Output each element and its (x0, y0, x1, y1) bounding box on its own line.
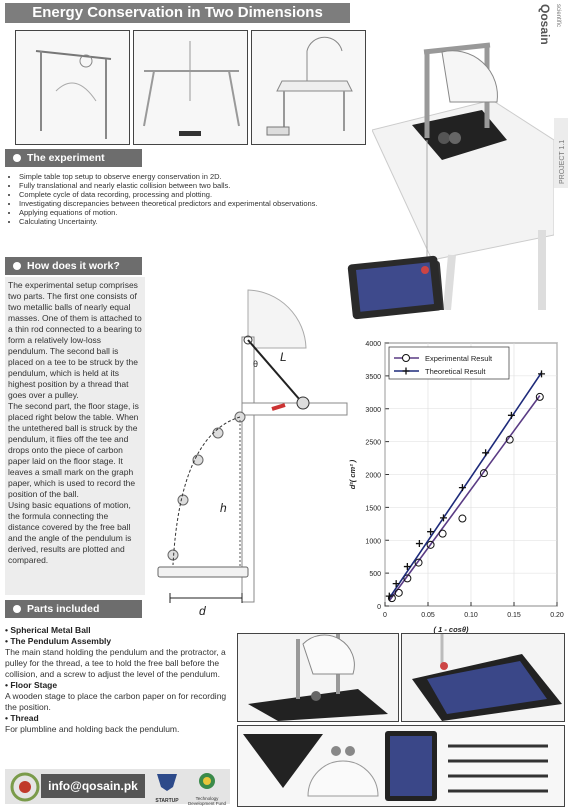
y-tick-label: 0 (377, 604, 381, 611)
x-tick-label: 0.10 (464, 612, 478, 619)
how-paragraph: Using basic equations of motion, the formula connecting the distance covered by the free ball and the angle of the pendulum is derived, results are plotted and compared. (8, 500, 132, 565)
y-tick-label: 4000 (365, 341, 381, 348)
brand-name: Qosain (538, 4, 552, 45)
experiment-bullet: • Investigating discrepancies between theoretical predictors and experimental observations. (19, 199, 360, 208)
x-axis-label: ( 1 - cosθ) (433, 625, 469, 633)
results-chart (343, 333, 565, 633)
how-paragraph: The second part, the floor stage, is placed right below the table. When the untethered ball is struck by the pendulum, it flies off the tee and drops onto the piece of carbon paper laid on the floor stage. It leaves a small mark on the graph paper, which is used to record the position of the ball. (8, 401, 139, 499)
x-tick-label: 0.20 (550, 612, 564, 619)
how-paragraph: The experimental setup comprises two parts. The first one consists of two metallic balls of nearly equal masses. One of them is attached to a thin rod connected to a bearing to form a relatively low-loss pendulum. The second ball is placed on a tee to be struck by the pendulum, which is held at its highest position by a thread that goes over a pulley. (8, 280, 142, 400)
experiment-bullet: • Calculating Uncertainty. (19, 217, 360, 226)
page-title: Energy Conservation in Two Dimensions (5, 3, 350, 23)
bullet-dot-icon (13, 154, 21, 162)
project-label: PROJECT 1.1 (559, 139, 566, 184)
tdf-logo: Technology Development Fund (185, 771, 229, 803)
y-tick-label: 2500 (365, 439, 381, 447)
qosain-logo-icon (9, 772, 41, 802)
parts-list (5, 625, 233, 735)
legend-label: Experimental Result (425, 354, 493, 363)
y-tick-label: 1000 (365, 538, 381, 546)
startup-logo: STARTUP (151, 771, 183, 803)
experiment-list (5, 172, 360, 226)
experiment-heading: The experiment (5, 149, 142, 167)
y-tick-label: 3000 (365, 406, 381, 414)
footer (5, 769, 230, 804)
y-tick-label: 2000 (365, 472, 381, 480)
project-tab (554, 118, 568, 188)
x-tick-label: 0.15 (507, 612, 521, 619)
experiment-bullet: • Fully translational and nearly elastic collision between two balls. (19, 181, 360, 190)
part-description: A wooden stage to place the carbon paper on for recording the position. (5, 691, 227, 712)
part-name: • The Pendulum Assembly (5, 636, 112, 646)
part-description: For plumbline and holding back the pendulum. (5, 724, 180, 734)
bullet-dot-icon (13, 605, 21, 613)
bullet-dot-icon (13, 262, 21, 270)
length-label: L (280, 350, 287, 364)
part-name: • Thread (5, 713, 39, 723)
distance-label: d (199, 604, 206, 618)
x-tick-label: 0.05 (421, 612, 435, 619)
part-name: • Spherical Metal Ball (5, 625, 91, 635)
part-description: The main stand holding the pendulum and the protractor, a pulley for the thread, a tee to hold the free ball before the collision, and a screw to adjust the level of the pendulum. (5, 647, 226, 679)
experiment-bullet: • Simple table top setup to observe energy conservation in 2D. (19, 172, 360, 181)
thumbnail-table (251, 30, 366, 145)
thumbnail-pendulum (15, 30, 130, 145)
y-axis-label: d²( cm² ) (348, 459, 357, 490)
y-tick-label: 500 (369, 571, 381, 579)
parts-heading: Parts included (5, 600, 142, 618)
photo-parts-kit (237, 725, 565, 807)
theta-label: θ (253, 359, 259, 369)
how-text (5, 277, 145, 595)
legend-marker-circle (403, 355, 410, 362)
how-heading: How does it work? (5, 257, 142, 275)
experiment-bullet: • Applying equations of motion. (19, 208, 360, 217)
x-tick-label: 0 (383, 612, 387, 619)
pendulum-diagram (150, 285, 350, 620)
part-name: • Floor Stage (5, 680, 58, 690)
height-label: h (220, 501, 227, 515)
experiment-bullet: • Complete cycle of data recording, processing and plotting. (19, 190, 360, 199)
thumbnail-setup (133, 30, 248, 145)
floor-stage-illustration (340, 240, 450, 320)
y-tick-label: 3500 (365, 373, 381, 381)
photo-pendulum-assembly (237, 633, 399, 722)
photo-floor-stage (401, 633, 565, 722)
legend-label: Theoretical Result (425, 367, 486, 376)
y-tick-label: 1500 (365, 505, 381, 513)
email-link[interactable]: info@qosain.pk (41, 774, 145, 798)
brand-sub: scientific (555, 4, 561, 28)
